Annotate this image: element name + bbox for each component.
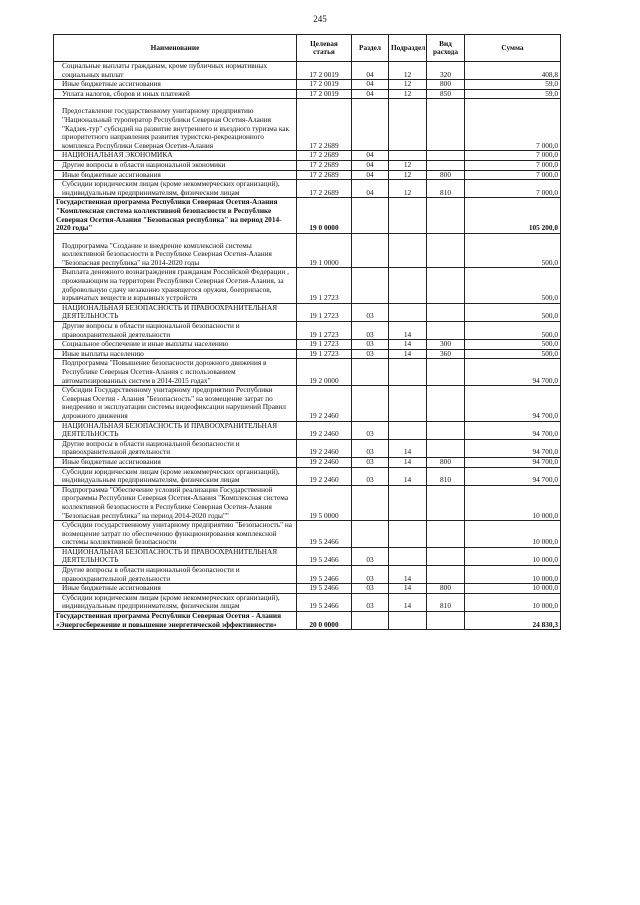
cell-target: 17 2 2689 xyxy=(297,170,352,180)
cell-name: НАЦИОНАЛЬНАЯ БЕЗОПАСНОСТЬ И ПРАВООХРАНИТЕЛЬНАЯ ДЕЯТЕЛЬНОСТЬ xyxy=(54,547,297,565)
cell-target: 19 5 2466 xyxy=(297,566,352,584)
table-row xyxy=(54,99,561,151)
cell-expense-type xyxy=(427,359,465,386)
cell-name: Иные бюджетные ассигнования xyxy=(54,457,297,467)
cell-expense-type xyxy=(427,160,465,170)
cell-amount: 59,0 xyxy=(465,89,561,99)
cell-expense-type xyxy=(427,521,465,548)
cell-name: Субсидии Государственному унитарному предприятию Республики Северная Осетия - Алания "Безопасность" на возмещение затрат по внедрению и эксплуатации системы видеофиксации нарушений Правил дорожного движения xyxy=(54,386,297,421)
table-row xyxy=(54,160,561,170)
cell-amount: 408,8 xyxy=(465,62,561,80)
cell-subsection: 14 xyxy=(389,340,427,350)
cell-target: 19 2 2460 xyxy=(297,457,352,467)
cell-target: 19 5 0000 xyxy=(297,485,352,520)
cell-amount: 10 000,0 xyxy=(465,593,561,611)
cell-name: Иные бюджетные ассигнования xyxy=(54,170,297,180)
cell-target: 19 2 2460 xyxy=(297,439,352,457)
cell-section: 03 xyxy=(352,566,389,584)
cell-expense-type xyxy=(427,547,465,565)
cell-amount: 105 200,0 xyxy=(465,198,561,233)
cell-expense-type xyxy=(427,233,465,268)
cell-amount: 500,0 xyxy=(465,233,561,268)
cell-section: 03 xyxy=(352,439,389,457)
header-name: Наименование xyxy=(54,35,297,62)
cell-section: 03 xyxy=(352,584,389,594)
cell-subsection: 12 xyxy=(389,89,427,99)
cell-subsection xyxy=(389,485,427,520)
cell-section xyxy=(352,359,389,386)
table-row xyxy=(54,593,561,611)
cell-section: 04 xyxy=(352,160,389,170)
table-row xyxy=(54,467,561,485)
cell-section: 03 xyxy=(352,547,389,565)
cell-amount: 500,0 xyxy=(465,322,561,340)
cell-target: 19 2 0000 xyxy=(297,359,352,386)
cell-amount: 24 830,3 xyxy=(465,612,561,630)
table-row xyxy=(54,340,561,350)
cell-name: Другие вопросы в области национальной экономики xyxy=(54,160,297,170)
header-section: Раздел xyxy=(352,35,389,62)
cell-expense-type: 810 xyxy=(427,180,465,198)
cell-target: 19 1 2723 xyxy=(297,268,352,303)
cell-expense-type xyxy=(427,566,465,584)
cell-section: 03 xyxy=(352,421,389,439)
table-row xyxy=(54,80,561,90)
cell-subsection: 12 xyxy=(389,80,427,90)
table-row xyxy=(54,198,561,233)
cell-amount: 500,0 xyxy=(465,349,561,359)
cell-expense-type: 810 xyxy=(427,593,465,611)
cell-section xyxy=(352,268,389,303)
cell-section: 03 xyxy=(352,322,389,340)
cell-section: 03 xyxy=(352,593,389,611)
table-row xyxy=(54,612,561,630)
cell-expense-type xyxy=(427,99,465,151)
cell-section: 04 xyxy=(352,170,389,180)
cell-subsection xyxy=(389,386,427,421)
cell-amount: 94 700,0 xyxy=(465,386,561,421)
cell-target: 19 5 2466 xyxy=(297,521,352,548)
cell-name: Подпрограмма "Создание и внедрение комплексной системы коллективной безопасности в Республике Северная Осетия-Алания "Безопасная республика" на 2014-2020 годы xyxy=(54,233,297,268)
table-row xyxy=(54,521,561,548)
table-row xyxy=(54,151,561,161)
cell-amount: 10 000,0 xyxy=(465,584,561,594)
cell-subsection xyxy=(389,198,427,233)
cell-target: 19 2 2460 xyxy=(297,421,352,439)
cell-amount: 10 000,0 xyxy=(465,547,561,565)
cell-name: Субсидии юридическим лицам (кроме некоммерческих организаций), индивидуальным предпринимателям, физическим лицам xyxy=(54,467,297,485)
cell-amount: 7 000,0 xyxy=(465,151,561,161)
cell-subsection: 14 xyxy=(389,349,427,359)
cell-target: 19 0 0000 xyxy=(297,198,352,233)
cell-name: Субсидии юридическим лицам (кроме некоммерческих организаций), индивидуальным предпринимателям, физическим лицам xyxy=(54,593,297,611)
table-row xyxy=(54,547,561,565)
cell-amount: 10 000,0 xyxy=(465,566,561,584)
cell-section: 03 xyxy=(352,467,389,485)
cell-expense-type: 320 xyxy=(427,62,465,80)
cell-subsection xyxy=(389,421,427,439)
cell-amount: 59,0 xyxy=(465,80,561,90)
cell-name: Субсидии государственному унитарному предприятию "Безопасность" на возмещение затрат по обеспечению функционирования комплексной системы коллективной безопасности xyxy=(54,521,297,548)
cell-expense-type: 800 xyxy=(427,170,465,180)
cell-expense-type: 800 xyxy=(427,584,465,594)
cell-target: 19 1 2723 xyxy=(297,349,352,359)
table-row xyxy=(54,421,561,439)
cell-expense-type xyxy=(427,151,465,161)
cell-subsection: 14 xyxy=(389,593,427,611)
cell-expense-type xyxy=(427,322,465,340)
budget-table xyxy=(53,34,561,630)
cell-name: Другие вопросы в области национальной безопасности и правоохранительной деятельности xyxy=(54,439,297,457)
cell-target: 19 2 2460 xyxy=(297,386,352,421)
cell-amount: 500,0 xyxy=(465,303,561,321)
cell-name: НАЦИОНАЛЬНАЯ БЕЗОПАСНОСТЬ И ПРАВООХРАНИТЕЛЬНАЯ ДЕЯТЕЛЬНОСТЬ xyxy=(54,303,297,321)
cell-subsection: 14 xyxy=(389,467,427,485)
cell-target: 20 0 0000 xyxy=(297,612,352,630)
cell-amount: 94 700,0 xyxy=(465,359,561,386)
cell-section: 04 xyxy=(352,89,389,99)
cell-name: Иные выплаты населению xyxy=(54,349,297,359)
cell-amount: 7 000,0 xyxy=(465,180,561,198)
cell-expense-type: 800 xyxy=(427,80,465,90)
cell-subsection: 12 xyxy=(389,160,427,170)
cell-target: 19 1 0000 xyxy=(297,233,352,268)
cell-section: 04 xyxy=(352,151,389,161)
cell-subsection xyxy=(389,233,427,268)
cell-subsection xyxy=(389,303,427,321)
cell-amount: 7 000,0 xyxy=(465,99,561,151)
cell-section xyxy=(352,386,389,421)
table-row xyxy=(54,268,561,303)
cell-target: 19 2 2460 xyxy=(297,467,352,485)
table-row xyxy=(54,584,561,594)
cell-amount: 10 000,0 xyxy=(465,485,561,520)
cell-name: Подпрограмма "Повышение безопасности дорожного движения в Республике Северная Осетия-Алания с использованием автоматизированных систем в 2014-2015 годах" xyxy=(54,359,297,386)
cell-subsection: 14 xyxy=(389,322,427,340)
table-body xyxy=(54,62,561,630)
table-row xyxy=(54,62,561,80)
cell-expense-type xyxy=(427,198,465,233)
cell-amount: 500,0 xyxy=(465,340,561,350)
cell-section xyxy=(352,521,389,548)
cell-name: Другие вопросы в области национальной безопасности и правоохранительной деятельности xyxy=(54,322,297,340)
cell-target: 17 2 2689 xyxy=(297,160,352,170)
cell-section: 03 xyxy=(352,457,389,467)
cell-expense-type: 300 xyxy=(427,340,465,350)
cell-subsection xyxy=(389,547,427,565)
table-row xyxy=(54,566,561,584)
cell-section: 03 xyxy=(352,303,389,321)
cell-amount: 94 700,0 xyxy=(465,457,561,467)
cell-subsection xyxy=(389,268,427,303)
header-amount: Сумма xyxy=(465,35,561,62)
cell-expense-type: 810 xyxy=(427,467,465,485)
table-row xyxy=(54,233,561,268)
cell-name: НАЦИОНАЛЬНАЯ БЕЗОПАСНОСТЬ И ПРАВООХРАНИТЕЛЬНАЯ ДЕЯТЕЛЬНОСТЬ xyxy=(54,421,297,439)
table-row xyxy=(54,303,561,321)
cell-subsection: 12 xyxy=(389,170,427,180)
cell-subsection xyxy=(389,151,427,161)
cell-target: 17 2 2689 xyxy=(297,151,352,161)
cell-target: 19 5 2466 xyxy=(297,593,352,611)
cell-name: Иные бюджетные ассигнования xyxy=(54,584,297,594)
header-subsection: Подраздел xyxy=(389,35,427,62)
cell-name: Иные бюджетные ассигнования xyxy=(54,80,297,90)
cell-section xyxy=(352,99,389,151)
cell-amount: 10 000,0 xyxy=(465,521,561,548)
cell-target: 17 2 0019 xyxy=(297,80,352,90)
cell-target: 19 1 2723 xyxy=(297,322,352,340)
cell-expense-type: 360 xyxy=(427,349,465,359)
cell-target: 17 2 2689 xyxy=(297,180,352,198)
table-row xyxy=(54,439,561,457)
table-header-row xyxy=(54,35,561,62)
cell-section xyxy=(352,612,389,630)
cell-subsection: 14 xyxy=(389,457,427,467)
cell-target: 17 2 0019 xyxy=(297,62,352,80)
cell-name: Предоставление государственному унитарному предприятию "Национальный туроператор Республики Северная Осетия-Алания "Кадзек-тур" субсидий на развитие внутреннего и въездного туризма как приоритетного направления развития туристско-рекреационного комплекса Республики Северная Осетия-Алания xyxy=(54,99,297,151)
cell-section: 03 xyxy=(352,349,389,359)
cell-section: 03 xyxy=(352,340,389,350)
table-row xyxy=(54,386,561,421)
cell-amount: 94 700,0 xyxy=(465,439,561,457)
table-row xyxy=(54,457,561,467)
cell-name: Государственная программа Республики Северная Осетия-Алания "Комплексная система коллективной безопасности в Республике Северная Осетия-Алания "Безопасная республика" на период 2014-2020 годы" xyxy=(54,198,297,233)
cell-expense-type xyxy=(427,439,465,457)
cell-subsection: 14 xyxy=(389,566,427,584)
cell-subsection xyxy=(389,359,427,386)
cell-name: Другие вопросы в области национальной безопасности и правоохранительной деятельности xyxy=(54,566,297,584)
cell-target: 17 2 2689 xyxy=(297,99,352,151)
cell-amount: 7 000,0 xyxy=(465,160,561,170)
cell-name: Социальные выплаты гражданам, кроме публичных нормативных социальных выплат xyxy=(54,62,297,80)
cell-name: НАЦИОНАЛЬНАЯ ЭКОНОМИКА xyxy=(54,151,297,161)
cell-name: Государственная программа Республики Северная Осетия - Алания «Энергосбережение и повышение энергетической эффективности» xyxy=(54,612,297,630)
header-expense-type: Вид расхода xyxy=(427,35,465,62)
cell-subsection: 12 xyxy=(389,180,427,198)
cell-target: 19 5 2466 xyxy=(297,547,352,565)
cell-name: Социальное обеспечение и иные выплаты населению xyxy=(54,340,297,350)
cell-subsection: 12 xyxy=(389,62,427,80)
cell-expense-type xyxy=(427,485,465,520)
cell-expense-type: 800 xyxy=(427,457,465,467)
table-row xyxy=(54,359,561,386)
cell-subsection xyxy=(389,99,427,151)
table-row xyxy=(54,322,561,340)
page-number: 245 xyxy=(313,14,327,24)
cell-target: 17 2 0019 xyxy=(297,89,352,99)
header-target: Целевая статья xyxy=(297,35,352,62)
cell-amount: 7 000,0 xyxy=(465,170,561,180)
cell-expense-type xyxy=(427,268,465,303)
cell-expense-type: 850 xyxy=(427,89,465,99)
cell-subsection xyxy=(389,612,427,630)
cell-name: Подпрограмма "Обеспечение условий реализации Государственной программы Республики Северная Осетия-Алания "Комплексная система коллективной безопасности в Республике Северная Осетия-Алания "Безопасная республика" на период 2014-2020 годы"" xyxy=(54,485,297,520)
cell-expense-type xyxy=(427,386,465,421)
table-row xyxy=(54,485,561,520)
cell-subsection: 14 xyxy=(389,439,427,457)
table-row xyxy=(54,89,561,99)
cell-subsection: 14 xyxy=(389,584,427,594)
cell-subsection xyxy=(389,521,427,548)
table-row xyxy=(54,180,561,198)
cell-expense-type xyxy=(427,303,465,321)
cell-target: 19 1 2723 xyxy=(297,303,352,321)
cell-expense-type xyxy=(427,421,465,439)
cell-name: Уплата налогов, сборов и иных платежей xyxy=(54,89,297,99)
cell-target: 19 1 2723 xyxy=(297,340,352,350)
cell-expense-type xyxy=(427,612,465,630)
cell-target: 19 5 2466 xyxy=(297,584,352,594)
cell-name: Выплата денежного вознаграждения гражданам Российской Федерации , проживающим на территории Республики Северная Осетия-Алания, за добровольную сдачу незаконно хранящегося оружия, боеприпасов, взрывчатых веществ и взрывных устройств xyxy=(54,268,297,303)
cell-amount: 94 700,0 xyxy=(465,421,561,439)
cell-amount: 500,0 xyxy=(465,268,561,303)
cell-section xyxy=(352,485,389,520)
cell-section: 04 xyxy=(352,62,389,80)
cell-amount: 94 700,0 xyxy=(465,467,561,485)
cell-section xyxy=(352,233,389,268)
cell-section xyxy=(352,198,389,233)
cell-section: 04 xyxy=(352,80,389,90)
cell-section: 04 xyxy=(352,180,389,198)
cell-name: Субсидии юридическим лицам (кроме некоммерческих организаций), индивидуальным предпринимателям, физическим лицам xyxy=(54,180,297,198)
